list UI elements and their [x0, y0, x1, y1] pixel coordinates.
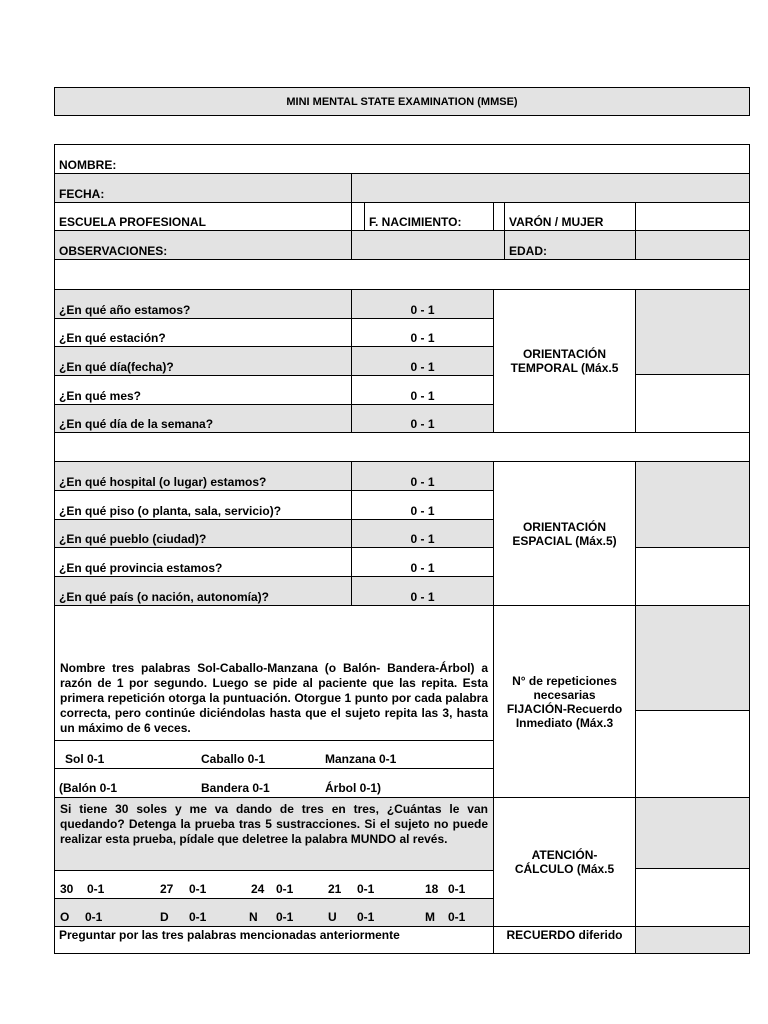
score-text: 0-1: [357, 882, 375, 896]
temporal-score[interactable]: [351, 375, 494, 405]
question-text: ¿En qué piso (o planta, sala, servicio)?: [59, 504, 282, 518]
question-text: ¿En qué día(fecha)?: [59, 360, 174, 374]
letter-o: O: [60, 910, 70, 924]
nombre-label: NOMBRE:: [59, 158, 117, 172]
observaciones-label-cell: [54, 230, 352, 260]
word-sol: Sol 0-1: [65, 752, 105, 766]
fijacion-instruction: [54, 605, 494, 741]
score-text: 0 - 1: [410, 417, 435, 431]
temporal-score[interactable]: [351, 318, 494, 347]
recuerdo-instruction: [54, 926, 494, 954]
category-text: N° de repeticiones necesarias FIJACIÓN-Recuerdo Inmediato (Máx.3: [506, 673, 623, 730]
form-title-text: MINI MENTAL STATE EXAMINATION (MMSE): [286, 95, 518, 108]
number-27: 27: [160, 882, 174, 896]
number-30: 30: [60, 882, 74, 896]
score-text: 0-1: [87, 882, 105, 896]
espacial-score[interactable]: [351, 461, 494, 491]
nombre-row: [54, 144, 750, 174]
atencion-instruction: [54, 797, 494, 871]
number-24: 24: [251, 882, 265, 896]
question-text: ¿En qué año estamos?: [59, 303, 191, 317]
fijacion-category-label: [493, 605, 636, 798]
score-text: 0 - 1: [410, 331, 435, 345]
espacial-score[interactable]: [351, 519, 494, 548]
espacial-question: [54, 519, 352, 548]
sexo-field[interactable]: [635, 202, 750, 231]
temporal-question: [54, 404, 352, 433]
temporal-question: [54, 346, 352, 376]
word-caballo: Caballo 0-1: [201, 752, 266, 766]
score-text: 0 - 1: [410, 389, 435, 403]
fecha-field[interactable]: [351, 173, 750, 203]
escuela-label: ESCUELA PROFESIONAL: [59, 215, 206, 229]
fijacion-extra-field[interactable]: [635, 710, 750, 798]
espacial-total-field[interactable]: [635, 461, 750, 548]
recuerdo-category-label: [493, 926, 636, 954]
question-text: ¿En qué país (o nación, autonomía)?: [59, 590, 270, 604]
score-text: 0-1: [85, 910, 103, 924]
edad-field[interactable]: [635, 230, 750, 260]
espacial-score[interactable]: [351, 547, 494, 577]
spacer-row: [54, 259, 750, 290]
question-text: ¿En qué provincia estamos?: [59, 561, 223, 575]
atencion-total-field[interactable]: [635, 797, 750, 869]
category-text: ORIENTACIÓN ESPACIAL (Máx.5): [512, 519, 617, 548]
atencion-category-label: [493, 797, 636, 927]
score-text: 0 - 1: [410, 504, 435, 518]
letter-u: U: [328, 910, 337, 924]
espacial-extra-field[interactable]: [635, 547, 750, 606]
score-text: 0-1: [276, 882, 294, 896]
temporal-score[interactable]: [351, 404, 494, 433]
letter-m: M: [425, 910, 435, 924]
score-text: 0 - 1: [410, 590, 435, 604]
letter-d: D: [160, 910, 169, 924]
letter-n: N: [249, 910, 258, 924]
fecha-label: FECHA:: [59, 187, 105, 201]
espacial-question: [54, 461, 352, 491]
observaciones-field[interactable]: [351, 230, 505, 260]
nacimiento-label: F. NACIMIENTO:: [369, 215, 462, 229]
temporal-score[interactable]: [351, 289, 494, 319]
atencion-extra-field[interactable]: [635, 868, 750, 927]
fijacion-total-field[interactable]: [635, 605, 750, 711]
question-text: ¿En qué estación?: [59, 331, 166, 345]
sexo-label-cell: [504, 202, 636, 231]
question-text: ¿En qué mes?: [59, 389, 142, 403]
score-text: 0-1: [189, 882, 207, 896]
escuela-label-cell: [54, 202, 352, 231]
score-text: 0 - 1: [410, 360, 435, 374]
question-text: ¿En qué hospital (o lugar) estamos?: [59, 475, 267, 489]
temporal-question: [54, 318, 352, 347]
temporal-score[interactable]: [351, 346, 494, 376]
category-text: ATENCIÓN-CÁLCULO (Máx.5: [514, 848, 615, 876]
espacial-score[interactable]: [351, 490, 494, 520]
question-text: ¿En qué día de la semana?: [59, 417, 214, 431]
word-manzana: Manzana 0-1: [325, 752, 397, 766]
spacer-row: [54, 432, 750, 462]
temporal-extra-field[interactable]: [635, 374, 750, 433]
word-bandera: Bandera 0-1: [201, 781, 270, 795]
score-text: 0 - 1: [410, 561, 435, 575]
sexo-label: VARÓN / MUJER: [509, 215, 604, 229]
score-text: 0-1: [448, 910, 466, 924]
word-balon: (Balón 0-1: [59, 781, 118, 795]
recuerdo-total-field[interactable]: [635, 926, 750, 954]
number-21: 21: [328, 882, 342, 896]
temporal-category-label: [493, 289, 636, 433]
fijacion-words-row-2[interactable]: [54, 768, 494, 798]
fecha-label-cell: [54, 173, 352, 203]
form-title: [54, 87, 750, 116]
score-text: 0-1: [357, 910, 375, 924]
escuela-field[interactable]: [351, 202, 365, 231]
observaciones-label: OBSERVACIONES:: [59, 244, 168, 258]
espacial-question: [54, 576, 352, 606]
espacial-score[interactable]: [351, 576, 494, 606]
instruction-text: Nombre tres palabras Sol-Caballo-Manzana (o Balón- Bandera-Árbol) a razón de 1 por segundo. Luego se pide al paciente que las repita. Esta primera repetición otorga la puntuación. Otorgue 1 punto por cada palabra correcta, pero continúe diciéndolas hasta que el sujeto repita las 3, hasta un máximo de 6 veces.: [60, 661, 488, 735]
nacimiento-label-cell: [364, 202, 494, 231]
number-18: 18: [425, 882, 439, 896]
score-text: 0-1: [189, 910, 207, 924]
espacial-question: [54, 547, 352, 577]
word-arbol: Árbol 0-1): [325, 781, 382, 795]
temporal-total-field[interactable]: [635, 289, 750, 375]
score-text: 0 - 1: [410, 303, 435, 317]
instruction-text: Si tiene 30 soles y me va dando de tres en tres, ¿Cuántas le van quedando? Detenga la prueba tras 5 sustracciones. Si el sujeto no puede realizar esta prueba, pídale que deletree la palabra MUNDO al revés.: [60, 802, 488, 846]
atencion-numbers-row[interactable]: [54, 870, 494, 899]
edad-label-cell: [504, 230, 636, 260]
temporal-question: [54, 375, 352, 405]
score-text: 0-1: [276, 910, 294, 924]
instruction-text: Preguntar por las tres palabras mencionadas anteriormente: [59, 928, 400, 942]
score-text: 0 - 1: [410, 475, 435, 489]
temporal-question: [54, 289, 352, 319]
category-text: ORIENTACIÓN TEMPORAL (Máx.5: [510, 347, 619, 375]
score-text: 0 - 1: [410, 532, 435, 546]
atencion-letters-row[interactable]: [54, 898, 494, 927]
fijacion-words-row-1[interactable]: [54, 740, 494, 769]
espacial-question: [54, 490, 352, 520]
question-text: ¿En qué pueblo (ciudad)?: [59, 532, 207, 546]
edad-label: EDAD:: [509, 244, 547, 258]
category-text: RECUERDO diferido: [506, 928, 623, 942]
score-text: 0-1: [448, 882, 466, 896]
espacial-category-label: [493, 461, 636, 606]
